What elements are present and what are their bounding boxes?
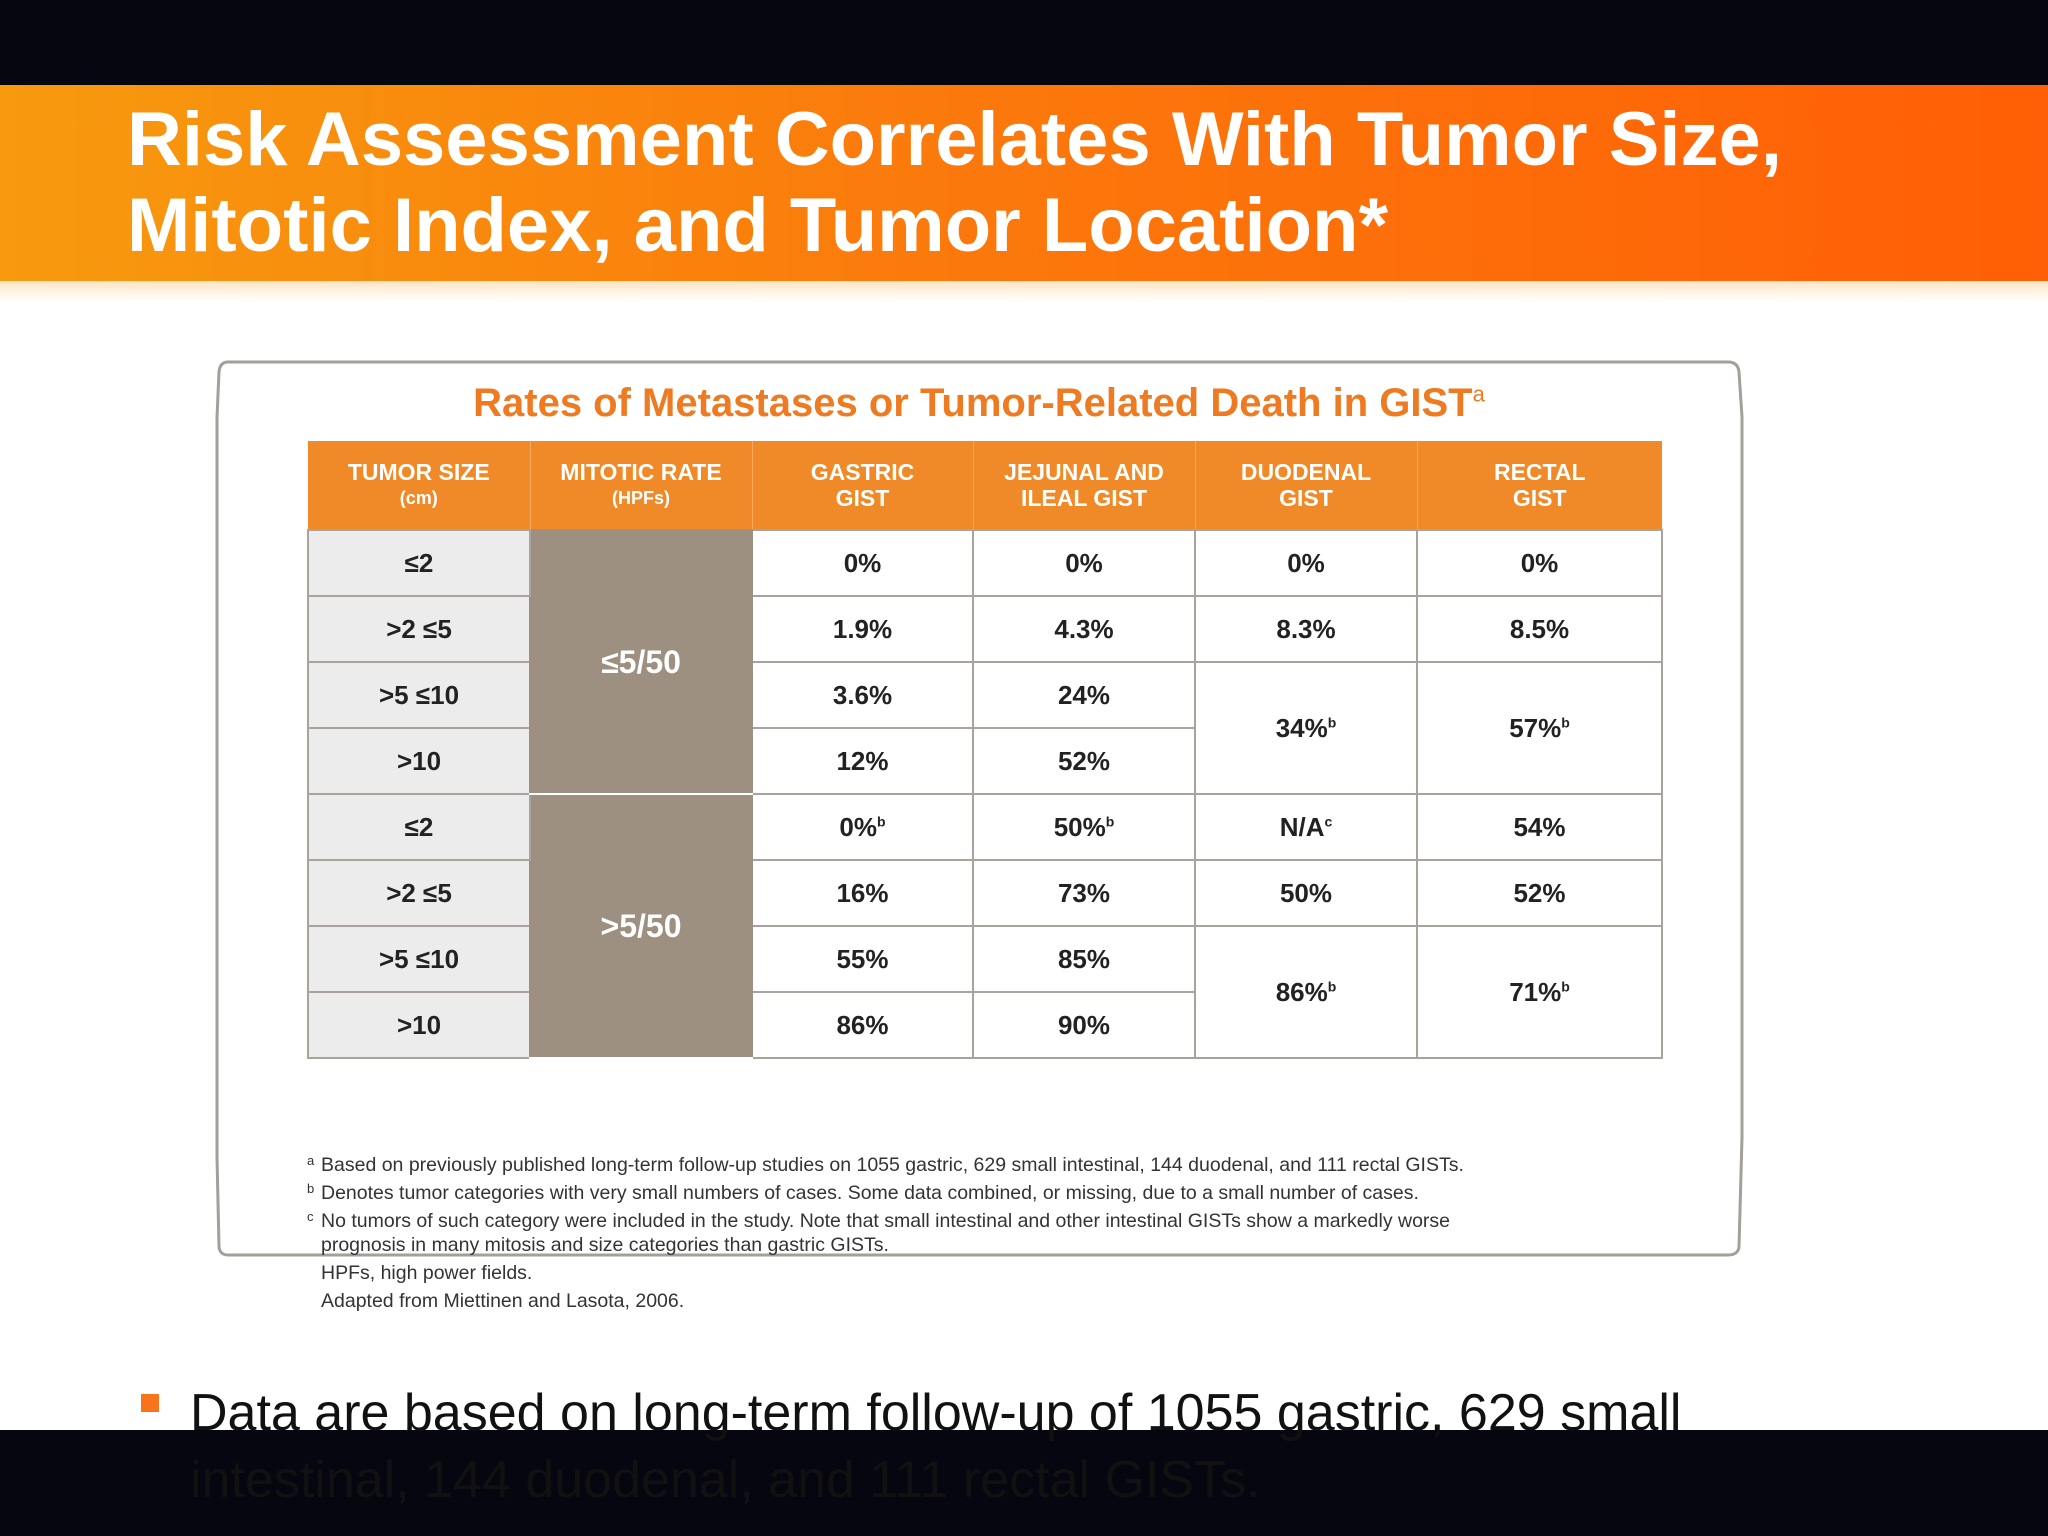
mitotic-rate-group-low: ≤5/50 (530, 530, 752, 794)
jejunal-cell: 73% (973, 860, 1195, 926)
rectal-cell: 52% (1417, 860, 1662, 926)
gastric-cell: 12% (752, 728, 973, 794)
gist-risk-table (307, 441, 1663, 1059)
header-jejunal-ileal: JEJUNAL AND ILEAL GIST (973, 441, 1195, 530)
mitotic-rate-group-high: >5/50 (530, 794, 752, 1058)
jejunal-cell: 85% (973, 926, 1195, 992)
tumor-size-cell: >2 ≤5 (308, 596, 530, 662)
tumor-size-cell: >10 (308, 992, 530, 1058)
table-footnotes (307, 1153, 1707, 1317)
tumor-size-cell: >5 ≤10 (308, 662, 530, 728)
table-row (308, 596, 1662, 662)
jejunal-cell: 24% (973, 662, 1195, 728)
table-title-footnote-mark: a (1472, 381, 1485, 407)
table-row (308, 926, 1662, 992)
gastric-cell: 0%$^b$ (752, 794, 973, 860)
duodenal-cell: 0% (1195, 530, 1417, 596)
banner-shadow (0, 281, 2048, 303)
header-gastric: GASTRIC GIST (752, 441, 973, 530)
header-duodenal: DUODENAL GIST (1195, 441, 1417, 530)
tumor-size-cell: ≤2 (308, 794, 530, 860)
table-row (308, 860, 1662, 926)
footnote-c: c No tumors of such category were included in the study. Note that small intestinal and other intestinal GISTs show a markedly worse prognosis in many mitosis and size categories than gastric GISTs. (307, 1209, 1451, 1256)
rectal-cell: 8.5% (1417, 596, 1662, 662)
slide-title-line-1: Risk Assessment Correlates With Tumor Size, (127, 97, 1782, 182)
duodenal-cell: 34%$^b$ (1195, 662, 1417, 794)
table-row (308, 530, 1662, 596)
gastric-cell: 86% (752, 992, 973, 1058)
table-header-row (308, 441, 1662, 530)
header-mitotic-rate: MITOTIC RATE (HPFs) (530, 441, 752, 530)
tumor-size-cell: >5 ≤10 (308, 926, 530, 992)
table-title: Rates of Metastases or Tumor-Related Death in GIST$^a$ (473, 381, 1485, 425)
jejunal-cell: 4.3% (973, 596, 1195, 662)
header-tumor-size: TUMOR SIZE (cm) (308, 441, 530, 530)
title-banner (0, 85, 2048, 281)
rectal-cell: 0% (1417, 530, 1662, 596)
gastric-cell: 1.9% (752, 596, 973, 662)
jejunal-cell: 0% (973, 530, 1195, 596)
header-rectal: RECTAL GIST (1417, 441, 1662, 530)
rectal-cell: 54% (1417, 794, 1662, 860)
duodenal-cell: 50% (1195, 860, 1417, 926)
rectal-cell: 57%$^b$ (1417, 662, 1662, 794)
bullet-text (190, 1380, 1970, 1514)
jejunal-cell: 52% (973, 728, 1195, 794)
footnote-source: Adapted from Miettinen and Lasota, 2006. (321, 1290, 685, 1312)
tumor-size-cell: >2 ≤5 (308, 860, 530, 926)
bullet-square-icon (141, 1394, 159, 1412)
gastric-cell: 55% (752, 926, 973, 992)
duodenal-cell: $N/A^c$ (1195, 794, 1417, 860)
bullet-line-2: intestinal, 144 duodenal, and 111 rectal GISTs. (190, 1451, 1261, 1509)
table-frame (214, 357, 1744, 1312)
tumor-size-cell: >10 (308, 728, 530, 794)
gastric-cell: 0% (752, 530, 973, 596)
slide-title-line-2: Mitotic Index, and Tumor Location* (127, 183, 1389, 268)
tumor-size-cell: ≤2 (308, 530, 530, 596)
bullet-line-1: Data are based on long-term follow-up of 1055 gastric, 629 small (190, 1384, 1682, 1442)
rectal-cell: 71%$^b$ (1417, 926, 1662, 1058)
slide (0, 85, 2048, 1509)
slide-title (127, 97, 2007, 269)
duodenal-cell: 86%$^b$ (1195, 926, 1417, 1058)
jejunal-cell: 50%$^b$ (973, 794, 1195, 860)
footnote-b: b Denotes tumor categories with very small numbers of cases. Some data combined, or missing, due to a small number of cases. (307, 1181, 1419, 1204)
duodenal-cell: 8.3% (1195, 596, 1417, 662)
table-row (308, 794, 1662, 860)
gastric-cell: 3.6% (752, 662, 973, 728)
footnote-abbreviation: HPFs, high power fields. (321, 1262, 533, 1284)
gastric-cell: 16% (752, 860, 973, 926)
jejunal-cell: 90% (973, 992, 1195, 1058)
footnote-a: a Based on previously published long-term follow-up studies on 1055 gastric, 629 small intestinal, 144 duodenal, and 111 rectal GISTs. (307, 1153, 1464, 1176)
table-row (308, 662, 1662, 728)
